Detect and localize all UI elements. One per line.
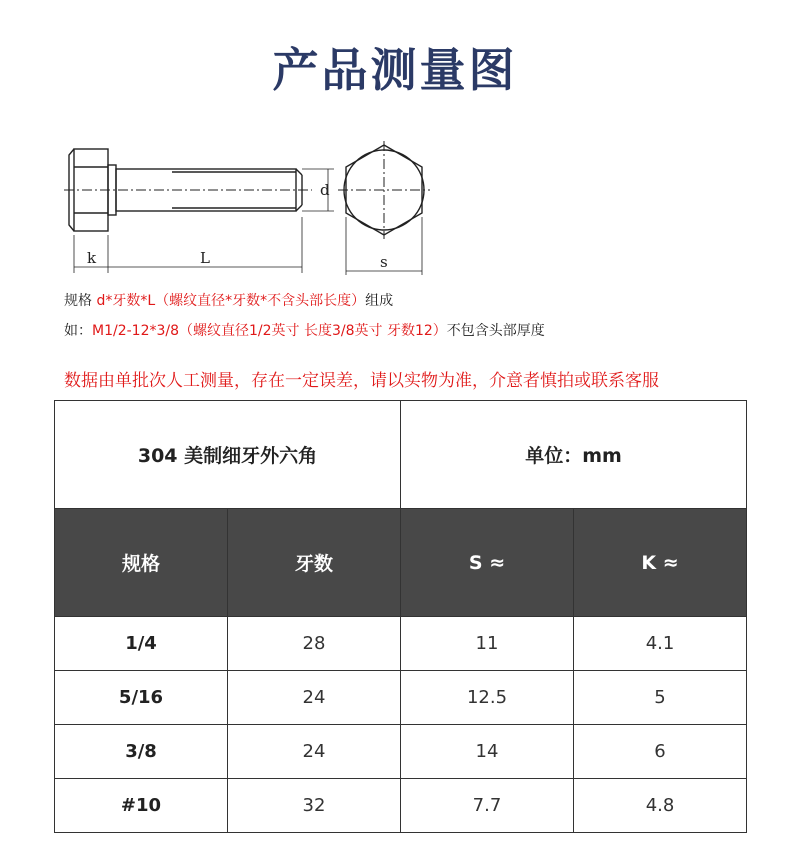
measurement-disclaimer: 数据由单批次人工测量，存在一定误差，请以实物为准，介意者慎拍或联系客服: [64, 371, 659, 391]
cell-threads: 24: [228, 725, 401, 779]
table-column-headers: [55, 509, 747, 617]
column-header-threads: 牙数: [228, 509, 401, 617]
spec-example-note: 如：M1/2-12*3/8（螺纹直径1/2英寸 长度3/8英寸 牙数12）不包含头部厚度: [64, 323, 545, 339]
cell-s: 11: [401, 617, 574, 671]
column-header-s: S ≈: [401, 509, 574, 617]
cell-threads: 28: [228, 617, 401, 671]
label-L: L: [200, 249, 210, 267]
product-name: 304 美制细牙外六角: [55, 401, 401, 509]
column-header-k: K ≈: [574, 509, 747, 617]
table-row: [55, 779, 747, 833]
cell-s: 14: [401, 725, 574, 779]
spec-format-note: 规格 d*牙数*L（螺纹直径*牙数*不含头部长度）组成: [64, 293, 394, 309]
bolt-measurement-diagram: [62, 135, 462, 280]
cell-s: 7.7: [401, 779, 574, 833]
cell-k: 5: [574, 671, 747, 725]
table-row: [55, 617, 747, 671]
cell-spec: 3/8: [55, 725, 228, 779]
table-row: [55, 725, 747, 779]
cell-spec: 5/16: [55, 671, 228, 725]
cell-spec: #10: [55, 779, 228, 833]
column-header-spec: 规格: [55, 509, 228, 617]
cell-threads: 32: [228, 779, 401, 833]
label-d: d: [320, 181, 330, 199]
cell-spec: 1/4: [55, 617, 228, 671]
label-s: s: [380, 253, 388, 271]
label-k: k: [87, 249, 97, 267]
cell-k: 6: [574, 725, 747, 779]
table-header-info-row: [55, 401, 747, 509]
page-title: 产品测量图: [272, 43, 518, 97]
table-row: [55, 671, 747, 725]
cell-s: 12.5: [401, 671, 574, 725]
spec-table: [54, 400, 747, 833]
unit-label: 单位：mm: [401, 401, 747, 509]
cell-k: 4.8: [574, 779, 747, 833]
cell-k: 4.1: [574, 617, 747, 671]
cell-threads: 24: [228, 671, 401, 725]
